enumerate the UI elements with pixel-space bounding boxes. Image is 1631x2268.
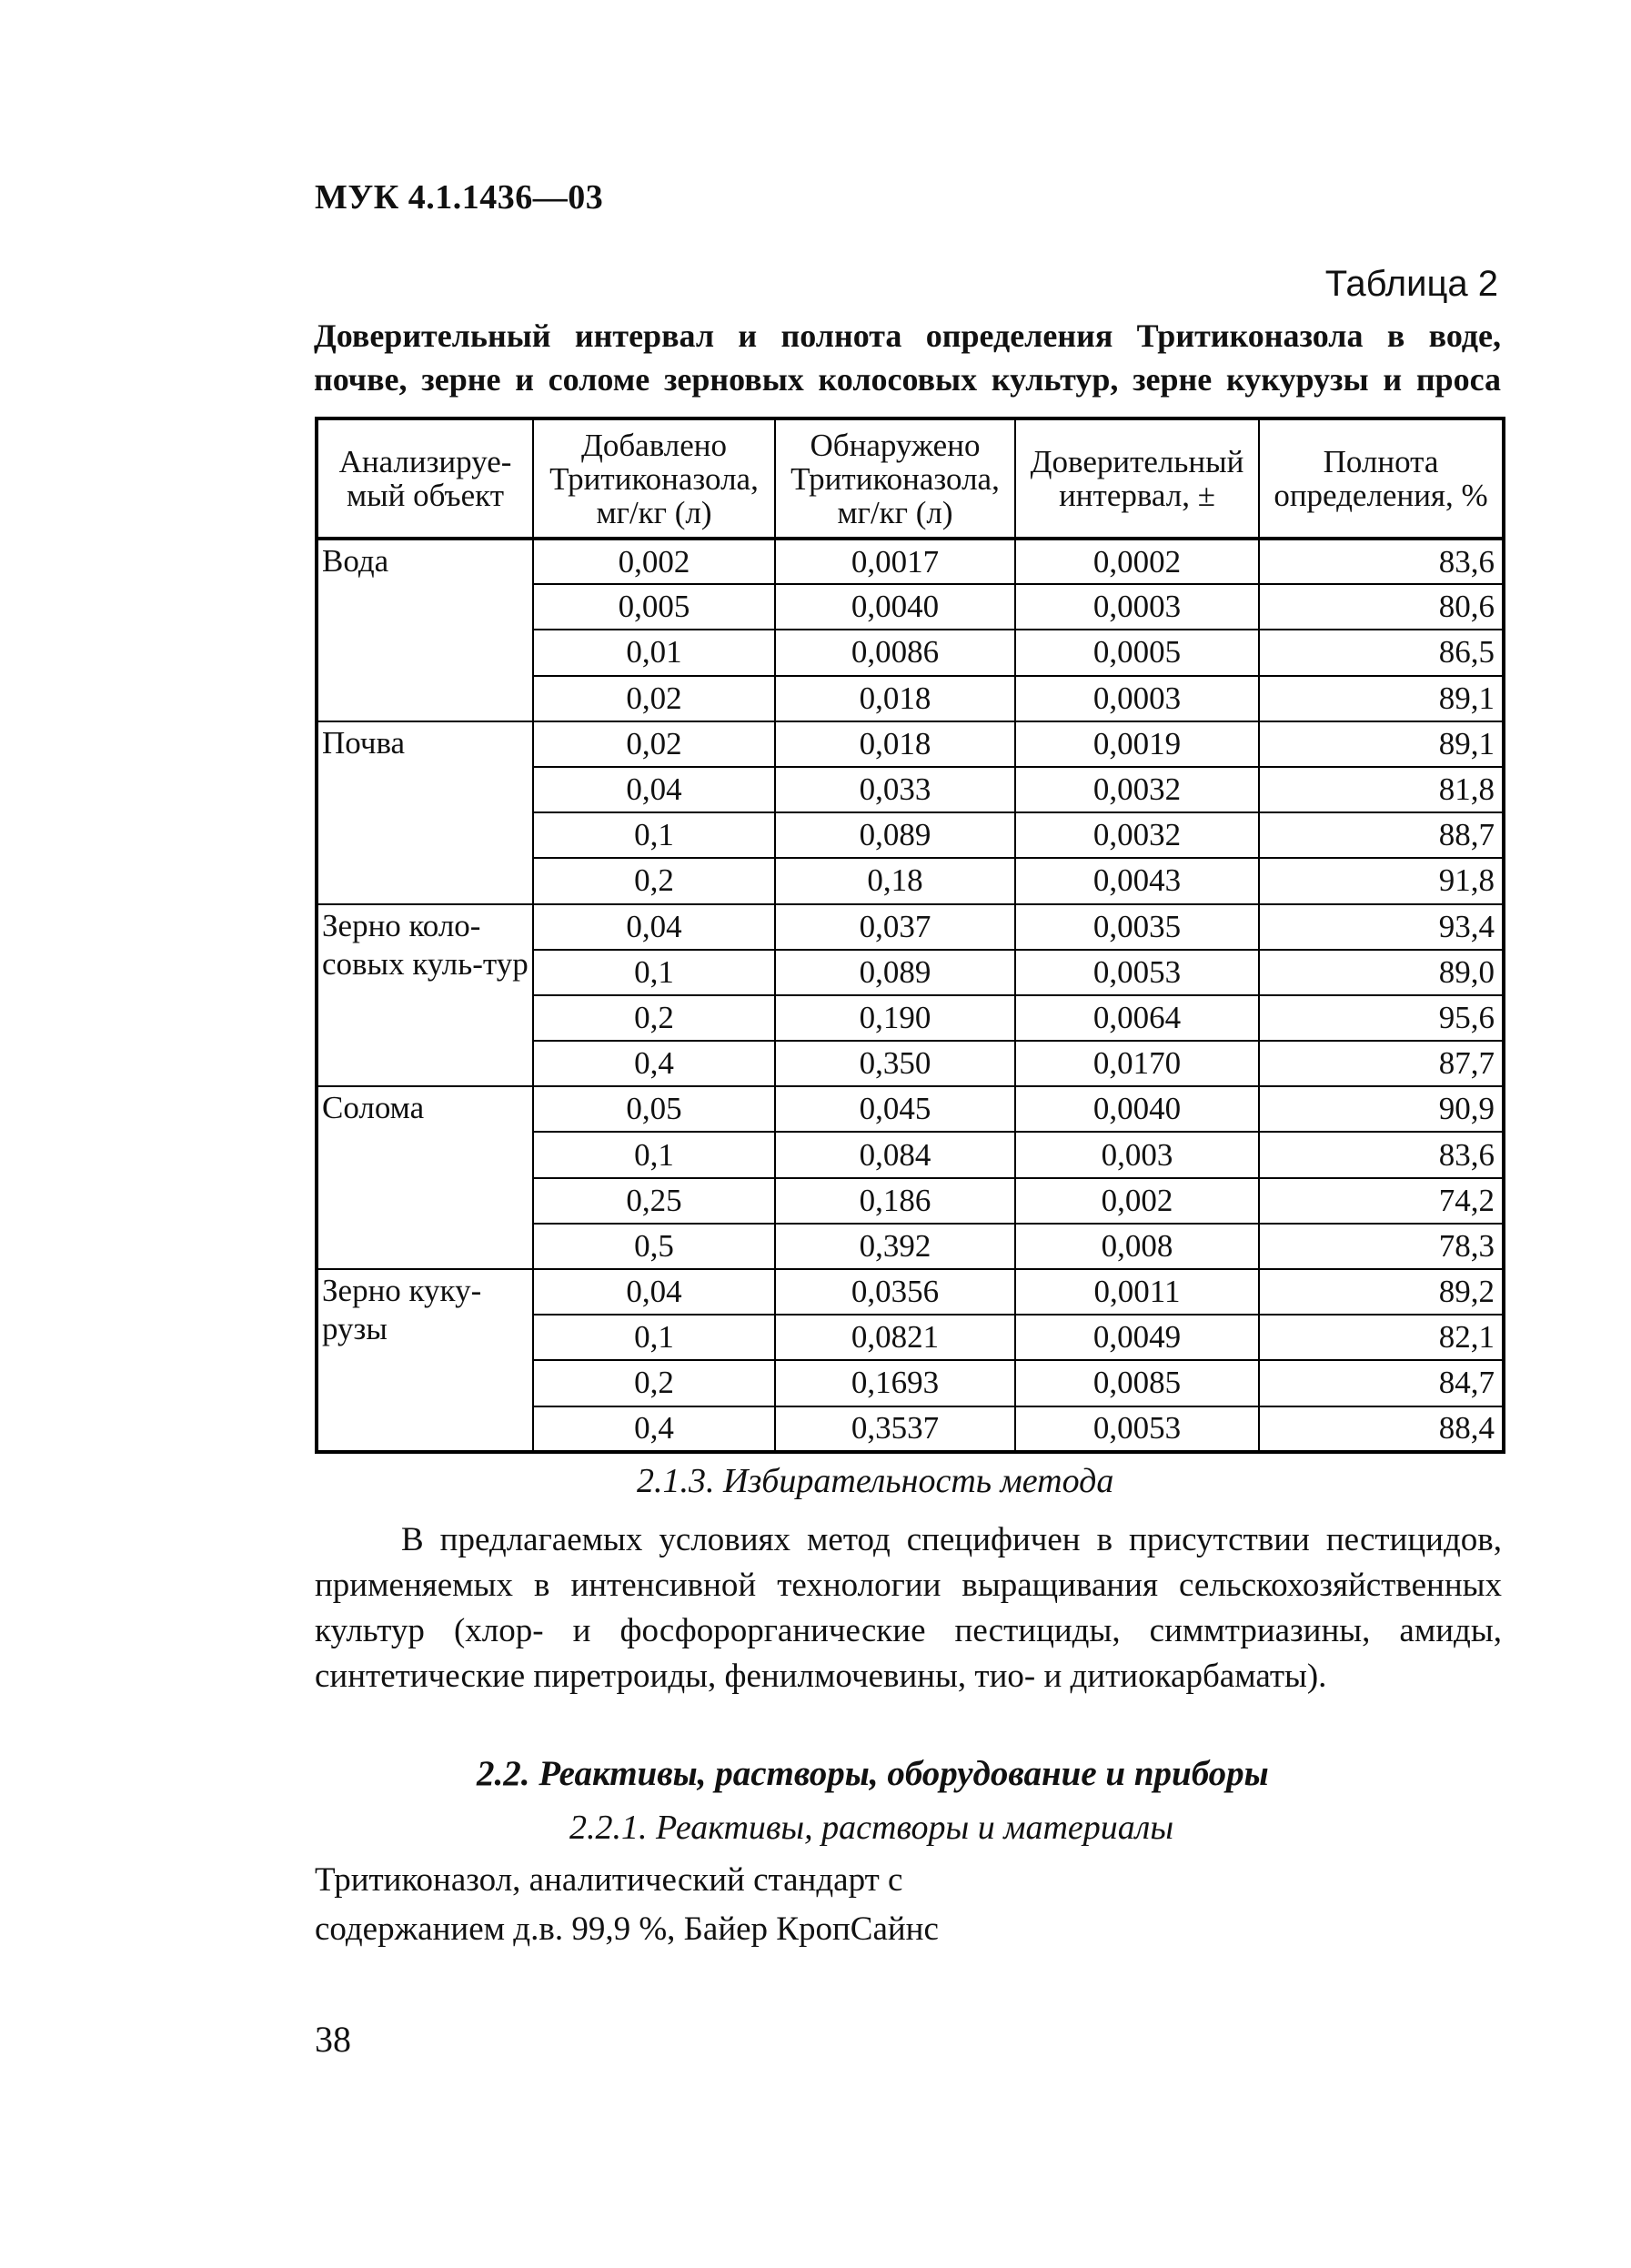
detected-value: 0,018	[775, 676, 1015, 721]
interval-value: 0,0002	[1015, 539, 1259, 584]
section-2-1-3-heading: 2.1.3. Избирательность метода	[637, 1462, 1114, 1500]
detected-value: 0,037	[775, 904, 1015, 950]
reagent-line-2: содержанием д.в. 99,9 %, Байер КропСайнс	[315, 1910, 939, 1948]
recovery-value: 89,1	[1259, 721, 1504, 767]
table-row	[317, 1086, 1504, 1132]
added-value: 0,1	[533, 1315, 775, 1360]
added-value: 0,01	[533, 630, 775, 675]
table-row	[317, 904, 1504, 950]
document-code: МУК 4.1.1436—03	[315, 178, 604, 217]
reagent-line-1: Тритиконазол, аналитический стандарт с	[315, 1861, 903, 1899]
detected-value: 0,350	[775, 1041, 1015, 1086]
table-row	[317, 539, 1504, 584]
detected-value: 0,186	[775, 1178, 1015, 1224]
section-2-2-heading: 2.2. Реактивы, растворы, оборудование и приборы	[477, 1754, 1269, 1793]
detected-value: 0,0821	[775, 1315, 1015, 1360]
detected-value: 0,084	[775, 1132, 1015, 1177]
header-analyzed-object: Анализируе-мый объект	[317, 418, 533, 539]
recovery-value: 78,3	[1259, 1224, 1504, 1269]
detected-value: 0,0017	[775, 539, 1015, 584]
group-label-corn: Зерно куку-рузы	[317, 1269, 533, 1452]
reagent-description	[315, 1856, 939, 1954]
interval-value: 0,003	[1015, 1132, 1259, 1177]
interval-value: 0,0005	[1015, 630, 1259, 675]
recovery-value: 89,1	[1259, 676, 1504, 721]
section-2-2-1-heading: 2.2.1. Реактивы, растворы и материалы	[569, 1809, 1174, 1847]
interval-value: 0,0049	[1015, 1315, 1259, 1360]
group-label-grain: Зерно коло-совых куль-тур	[317, 904, 533, 1087]
interval-value: 0,0053	[1015, 950, 1259, 995]
interval-value: 0,0019	[1015, 721, 1259, 767]
group-label-straw: Солома	[317, 1086, 533, 1269]
table-body	[317, 539, 1504, 1452]
detected-value: 0,033	[775, 767, 1015, 812]
added-value: 0,1	[533, 1132, 775, 1177]
table-caption-line-2: почве, зерне и соломе зерновых колосовых культур, зерне кукурузы и проса	[314, 361, 1501, 398]
header-recovery: Полнота определения, %	[1259, 418, 1504, 539]
added-value: 0,1	[533, 950, 775, 995]
page-number: 38	[315, 2019, 351, 2060]
detected-value: 0,045	[775, 1086, 1015, 1132]
recovery-value: 88,4	[1259, 1406, 1504, 1452]
interval-value: 0,0003	[1015, 676, 1259, 721]
table-row	[317, 721, 1504, 767]
added-value: 0,2	[533, 858, 775, 903]
header-detected: Обнаружено Тритиконазола, мг/кг (л)	[775, 418, 1015, 539]
table-caption	[314, 314, 1501, 401]
detected-value: 0,392	[775, 1224, 1015, 1269]
interval-value: 0,0035	[1015, 904, 1259, 950]
added-value: 0,02	[533, 721, 775, 767]
detected-value: 0,1693	[775, 1360, 1015, 1406]
recovery-value: 86,5	[1259, 630, 1504, 675]
interval-value: 0,0170	[1015, 1041, 1259, 1086]
recovery-value: 87,7	[1259, 1041, 1504, 1086]
group-label-soil: Почва	[317, 721, 533, 904]
detected-value: 0,089	[775, 812, 1015, 858]
recovery-value: 83,6	[1259, 1132, 1504, 1177]
recovery-value: 91,8	[1259, 858, 1504, 903]
added-value: 0,5	[533, 1224, 775, 1269]
interval-value: 0,0064	[1015, 995, 1259, 1041]
recovery-value: 84,7	[1259, 1360, 1504, 1406]
header-confidence-interval: Доверительный интервал, ±	[1015, 418, 1259, 539]
recovery-value: 89,2	[1259, 1269, 1504, 1315]
interval-value: 0,0032	[1015, 812, 1259, 858]
detected-value: 0,18	[775, 858, 1015, 903]
header-added: Добавлено Тритиконазола, мг/кг (л)	[533, 418, 775, 539]
table-label: Таблица 2	[1324, 264, 1498, 304]
table-caption-line-1: Доверительный интервал и полнота определения Тритиконазола в воде,	[314, 318, 1501, 354]
added-value: 0,4	[533, 1041, 775, 1086]
recovery-value: 95,6	[1259, 995, 1504, 1041]
recovery-value: 74,2	[1259, 1178, 1504, 1224]
added-value: 0,005	[533, 584, 775, 630]
interval-value: 0,0043	[1015, 858, 1259, 903]
interval-value: 0,0032	[1015, 767, 1259, 812]
recovery-value: 81,8	[1259, 767, 1504, 812]
interval-value: 0,0040	[1015, 1086, 1259, 1132]
detected-value: 0,190	[775, 995, 1015, 1041]
added-value: 0,25	[533, 1178, 775, 1224]
added-value: 0,05	[533, 1086, 775, 1132]
added-value: 0,2	[533, 1360, 775, 1406]
recovery-value: 93,4	[1259, 904, 1504, 950]
added-value: 0,04	[533, 1269, 775, 1315]
detected-value: 0,0356	[775, 1269, 1015, 1315]
recovery-value: 83,6	[1259, 539, 1504, 584]
added-value: 0,04	[533, 767, 775, 812]
table-row	[317, 1269, 1504, 1315]
section-2-1-3-text: В предлагаемых условиях метод специфичен в присутствии пестицидов, применяемых в интенсивной технологии выращивания сельскохозяйственных культур (хлор- и фосфорорганические пестициды, симмтриазины, амиды, синтетические пиретроиды, фенилмочевины, тио- и дитиокарбаматы).	[315, 1521, 1502, 1695]
added-value: 0,002	[533, 539, 775, 584]
recovery-value: 90,9	[1259, 1086, 1504, 1132]
interval-value: 0,002	[1015, 1178, 1259, 1224]
group-label-water: Вода	[317, 539, 533, 721]
table-header-row	[317, 418, 1504, 539]
added-value: 0,2	[533, 995, 775, 1041]
detected-value: 0,0086	[775, 630, 1015, 675]
added-value: 0,1	[533, 812, 775, 858]
detected-value: 0,089	[775, 950, 1015, 995]
added-value: 0,04	[533, 904, 775, 950]
results-table	[315, 417, 1505, 1454]
added-value: 0,4	[533, 1406, 775, 1452]
added-value: 0,02	[533, 676, 775, 721]
detected-value: 0,3537	[775, 1406, 1015, 1452]
recovery-value: 89,0	[1259, 950, 1504, 995]
recovery-value: 88,7	[1259, 812, 1504, 858]
interval-value: 0,0003	[1015, 584, 1259, 630]
detected-value: 0,0040	[775, 584, 1015, 630]
recovery-value: 80,6	[1259, 584, 1504, 630]
interval-value: 0,008	[1015, 1224, 1259, 1269]
interval-value: 0,0085	[1015, 1360, 1259, 1406]
interval-value: 0,0011	[1015, 1269, 1259, 1315]
recovery-value: 82,1	[1259, 1315, 1504, 1360]
interval-value: 0,0053	[1015, 1406, 1259, 1452]
detected-value: 0,018	[775, 721, 1015, 767]
